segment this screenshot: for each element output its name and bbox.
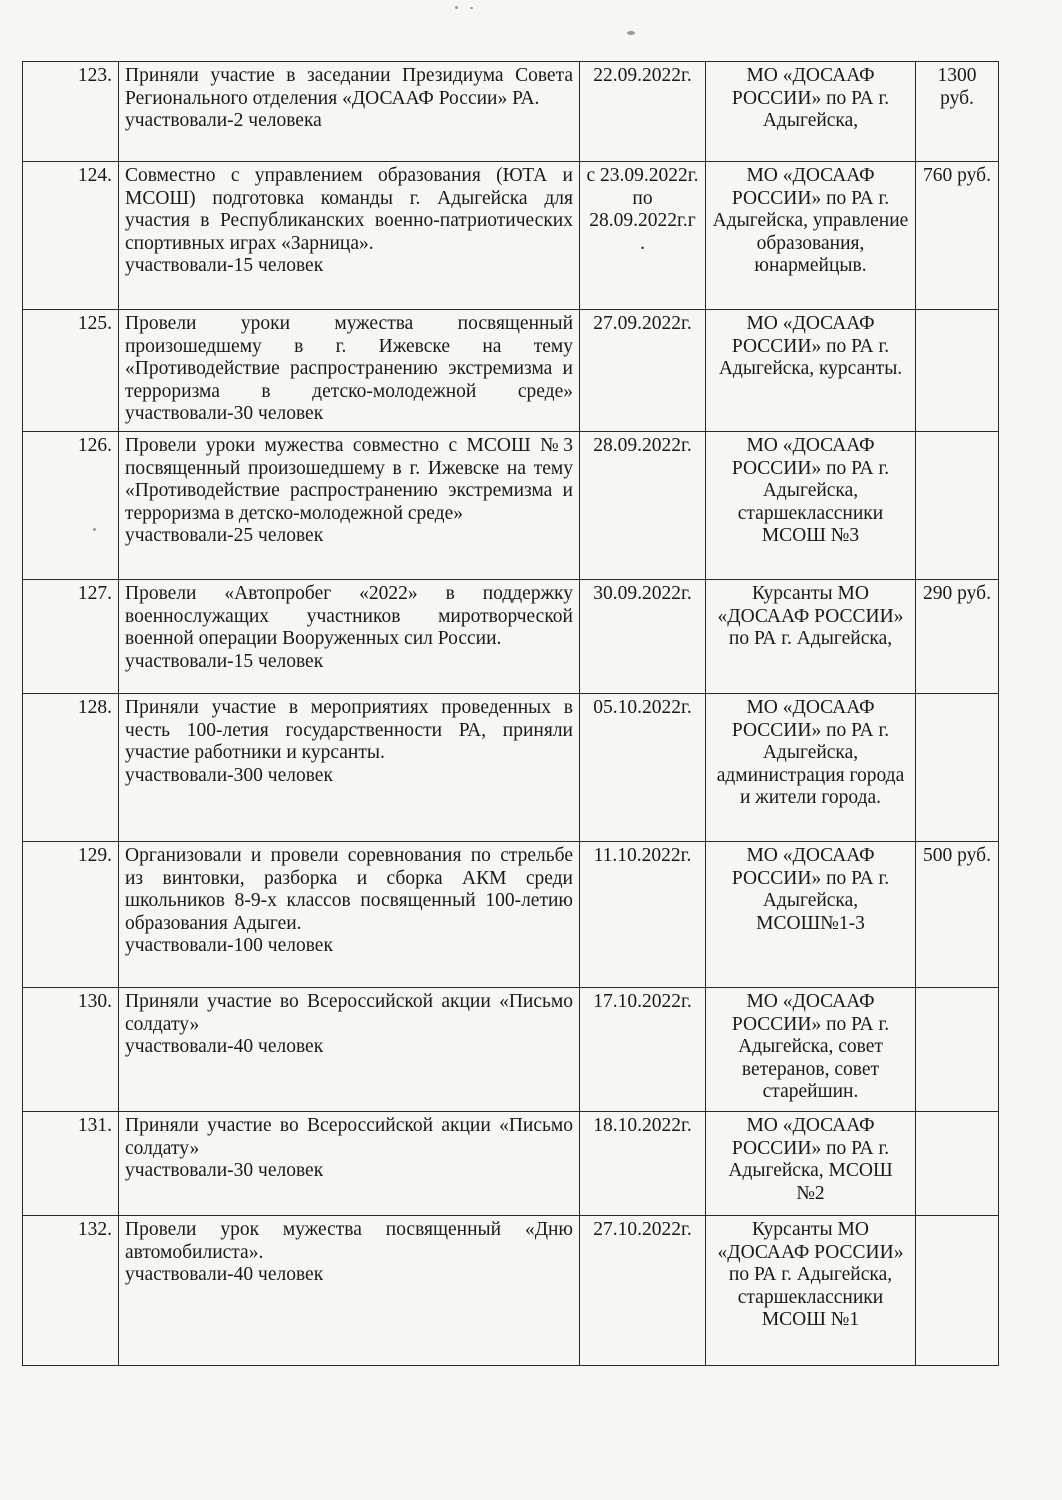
event-organizer: МО «ДОСААФ РОССИИ» по РА г. Адыгейска, совет ветеранов, совет старейшин. <box>706 988 916 1112</box>
event-amount <box>916 1112 999 1216</box>
table-row <box>23 62 999 162</box>
row-number: 125. <box>23 310 119 432</box>
event-organizer: МО «ДОСААФ РОССИИ» по РА г. Адыгейска, <box>706 62 916 162</box>
event-description <box>119 580 580 694</box>
scan-speck <box>627 31 635 35</box>
event-date: 18.10.2022г. <box>580 1112 706 1216</box>
participants-count: участвовали-2 человека <box>125 110 322 131</box>
table-row <box>23 580 999 694</box>
participants-count: участвовали-15 человек <box>125 650 324 672</box>
event-description <box>119 1216 580 1366</box>
participants-count: участвовали-40 человек <box>125 1264 324 1285</box>
event-text: Совместно с управлением образования (ЮТА и МСОШ) подготовка команды г. Адыгейска для участия в Республиканских военно-патриотических спортивных играх «Зарница». <box>125 165 573 254</box>
row-number: 130. <box>23 988 119 1112</box>
participants-count: участвовали-25 человек <box>125 525 324 546</box>
table-row <box>23 988 999 1112</box>
table-row <box>23 1112 999 1216</box>
event-text: Организовали и провели соревнования по стрельбе из винтовки, разборка и сборка АКМ среди школьников 8-9-х классов посвященный 100-летию образования Адыгеи. <box>125 845 573 934</box>
events-table <box>22 61 999 1366</box>
event-date: с 23.09.2022г. по 28.09.2022г.г . <box>580 162 706 310</box>
event-description <box>119 432 580 580</box>
participants-count: участвовали-300 человек <box>125 764 333 786</box>
event-organizer: МО «ДОСААФ РОССИИ» по РА г. Адыгейска, управление образования, юнармейцыв. <box>706 162 916 310</box>
event-text: Приняли участие в мероприятиях проведенных в честь 100-летия государственности РА, приняли участие работники и курсанты. <box>125 697 573 763</box>
table-row <box>23 162 999 310</box>
event-date: 11.10.2022г. <box>580 842 706 988</box>
event-amount: 760 руб. <box>916 162 999 310</box>
event-description <box>119 1112 580 1216</box>
event-amount: 1300 руб. <box>916 62 999 162</box>
event-amount <box>916 310 999 432</box>
participants-count: участвовали-15 человек <box>125 255 324 276</box>
event-organizer: МО «ДОСААФ РОССИИ» по РА г. Адыгейска, МСОШ №2 <box>706 1112 916 1216</box>
row-number: 129. <box>23 842 119 988</box>
participants-count: участвовали-30 человек <box>125 1160 324 1181</box>
event-text: Приняли участие в заседании Президиума Совета Регионального отделения «ДОСААФ России» РА. <box>125 65 573 109</box>
event-organizer: МО «ДОСААФ РОССИИ» по РА г. Адыгейска, старшеклассники МСОШ №3 <box>706 432 916 580</box>
event-description <box>119 842 580 988</box>
event-description <box>119 162 580 310</box>
scan-speck <box>455 6 458 9</box>
event-organizer: Курсанты МО «ДОСААФ РОССИИ» по РА г. Адыгейска, <box>706 580 916 694</box>
event-date: 27.09.2022г. <box>580 310 706 432</box>
event-organizer: МО «ДОСААФ РОССИИ» по РА г. Адыгейска, курсанты. <box>706 310 916 432</box>
event-description <box>119 694 580 842</box>
event-description <box>119 988 580 1112</box>
row-number: 132. <box>23 1216 119 1366</box>
event-organizer: МО «ДОСААФ РОССИИ» по РА г. Адыгейска, МСОШ№1-3 <box>706 842 916 988</box>
row-number: 124. <box>23 162 119 310</box>
row-number: 127. <box>23 580 119 694</box>
event-date: 30.09.2022г. <box>580 580 706 694</box>
event-date: 28.09.2022г. <box>580 432 706 580</box>
table-row <box>23 694 999 842</box>
participants-count: участвовали-40 человек <box>125 1036 324 1057</box>
event-text: Провели уроки мужества посвященный произошедшему в г. Ижевске на тему «Противодействие распространению экстремизма и терроризма в детско-молодежной среде» участвовали-30 человек <box>125 313 573 424</box>
event-amount: 500 руб. <box>916 842 999 988</box>
event-amount <box>916 1216 999 1366</box>
event-organizer: Курсанты МО «ДОСААФ РОССИИ» по РА г. Адыгейска, старшеклассники МСОШ №1 <box>706 1216 916 1366</box>
table-row <box>23 842 999 988</box>
event-text: Провели «Автопробег «2022» в поддержку военнослужащих участников миротворческой военной операции Вооруженных сил России. <box>125 583 573 649</box>
event-description <box>119 62 580 162</box>
event-text: Приняли участие во Всероссийской акции «Письмо солдату» <box>125 991 573 1035</box>
event-description <box>119 310 580 432</box>
event-date: 17.10.2022г. <box>580 988 706 1112</box>
participants-count: участвовали-100 человек <box>125 935 333 956</box>
event-organizer: МО «ДОСААФ РОССИИ» по РА г. Адыгейска, администрация города и жители города. <box>706 694 916 842</box>
scan-speck <box>470 7 473 9</box>
event-text: Провели урок мужества посвященный «Дню автомобилиста». <box>125 1219 573 1263</box>
event-amount: 290 руб. <box>916 580 999 694</box>
table-row <box>23 432 999 580</box>
table-row <box>23 310 999 432</box>
event-date: 22.09.2022г. <box>580 62 706 162</box>
event-date: 05.10.2022г. <box>580 694 706 842</box>
table-row <box>23 1216 999 1366</box>
event-amount <box>916 694 999 842</box>
row-number: 126. <box>23 432 119 580</box>
row-number: 123. <box>23 62 119 162</box>
event-amount <box>916 988 999 1112</box>
row-number: 128. <box>23 694 119 842</box>
row-number: 131. <box>23 1112 119 1216</box>
event-date: 27.10.2022г. <box>580 1216 706 1366</box>
event-text: Провели уроки мужества совместно с МСОШ №3 посвященный произошедшему в г. Ижевске на тему «Противодействие распространению экстремизма и терроризма в детско-молодежной среде» <box>125 435 573 524</box>
event-text: Приняли участие во Всероссийской акции «Письмо солдату» <box>125 1115 573 1159</box>
event-amount <box>916 432 999 580</box>
